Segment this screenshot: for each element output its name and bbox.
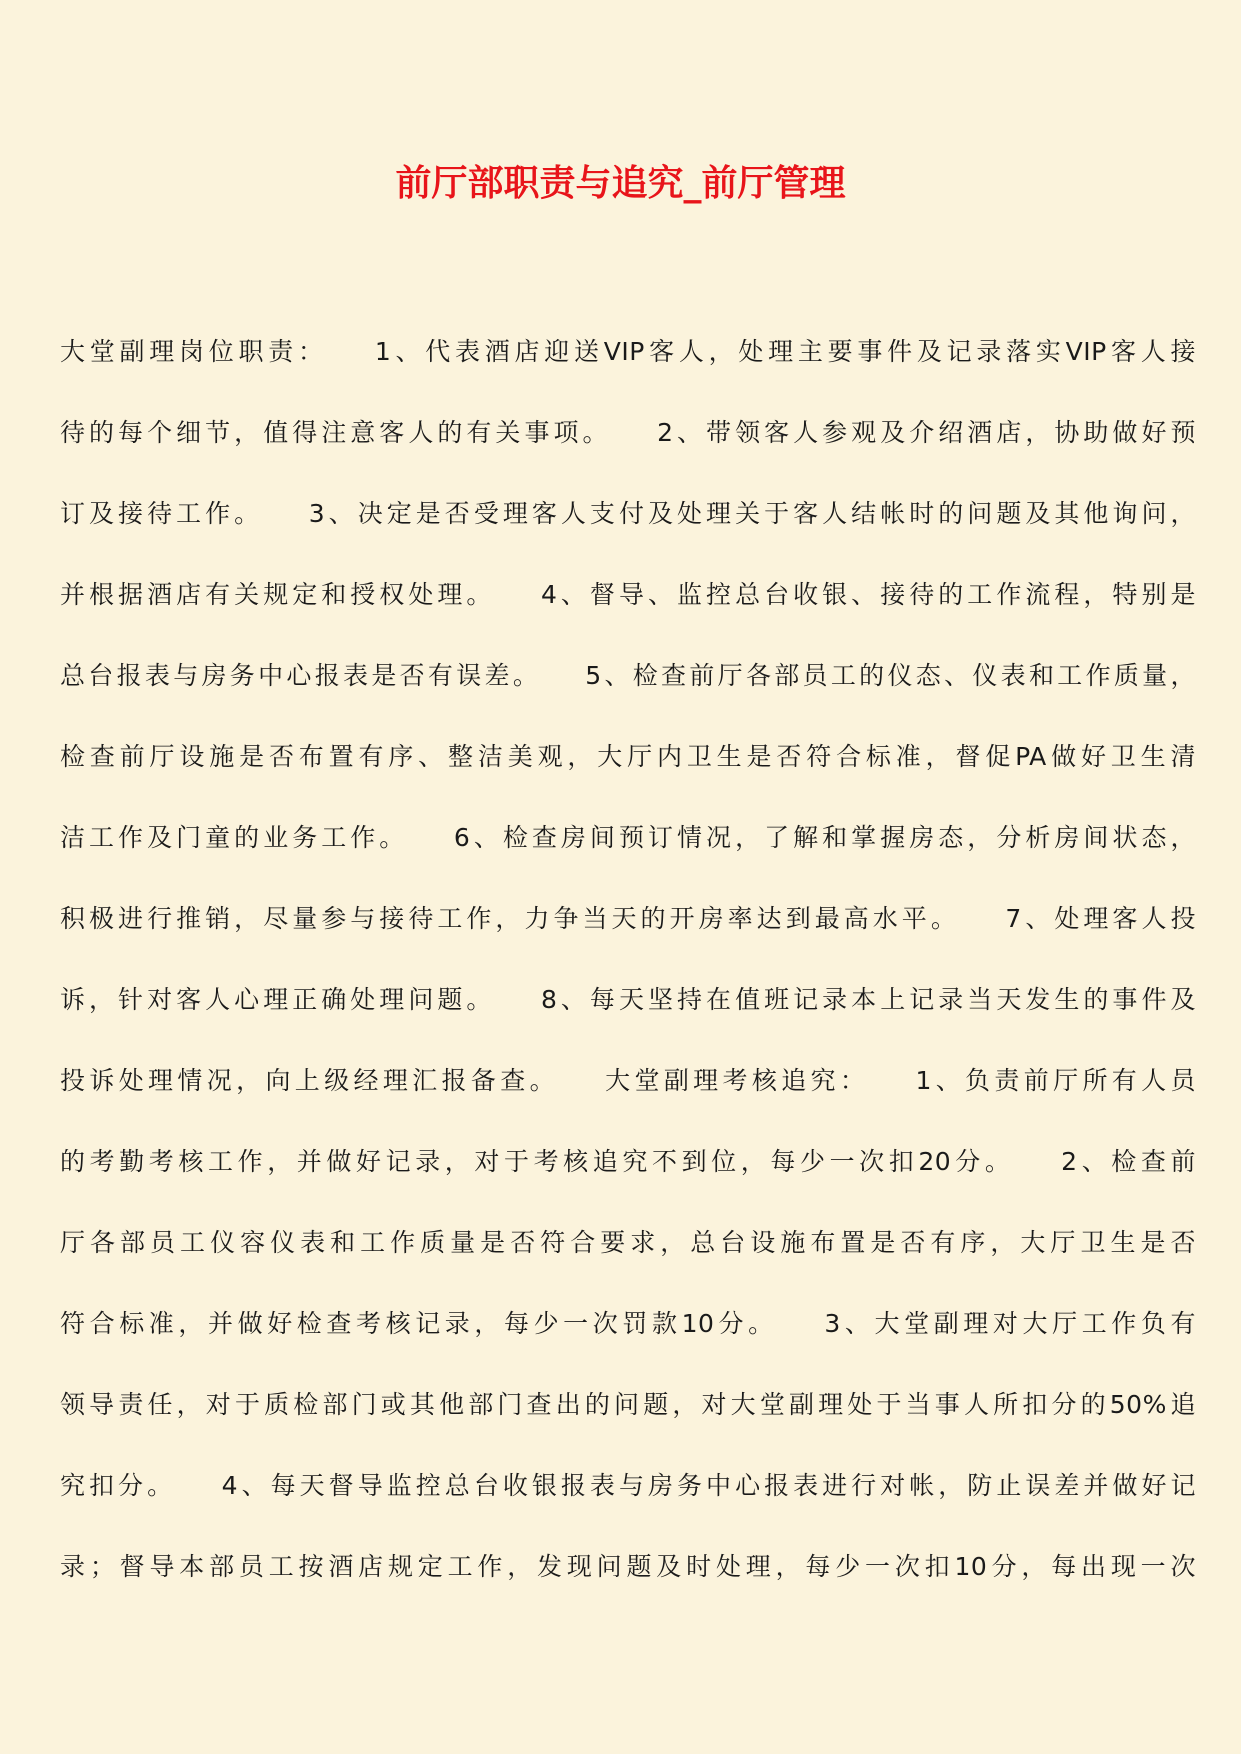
body-line: 符合标准，并做好检查考核记录，每少一次罚款10分。 3、大堂副理对大厅工作负有 [60,1309,1196,1338]
body-line: 洁工作及门童的业务工作。 6、检查房间预订情况，了解和掌握房态，分析房间状态， [60,823,1196,852]
body-line: 并根据酒店有关规定和授权处理。 4、督导、监控总台收银、接待的工作流程，特别是 [60,580,1196,609]
body-line: 总台报表与房务中心报表是否有误差。 5、检查前厅各部员工的仪态、仪表和工作质量， [60,661,1196,690]
body-line: 厅各部员工仪容仪表和工作质量是否符合要求，总台设施布置是否有序，大厅卫生是否 [60,1228,1196,1257]
body-line: 录；督导本部员工按酒店规定工作，发现问题及时处理，每少一次扣10分，每出现一次 [60,1552,1196,1581]
body-line: 领导责任，对于质检部门或其他部门查出的问题，对大堂副理处于当事人所扣分的50%追 [60,1390,1196,1419]
body-line: 诉，针对客人心理正确处理问题。 8、每天坚持在值班记录本上记录当天发生的事件及 [60,985,1196,1014]
body-line: 的考勤考核工作，并做好记录，对于考核追究不到位，每少一次扣20分。 2、检查前 [60,1147,1196,1176]
body-line: 究扣分。 4、每天督导监控总台收银报表与房务中心报表进行对帐，防止误差并做好记 [60,1471,1196,1500]
body-line: 大堂副理岗位职责： 1、代表酒店迎送VIP客人，处理主要事件及记录落实VIP客人接 [60,337,1196,366]
body-line: 订及接待工作。 3、决定是否受理客人支付及处理关于客人结帐时的问题及其他询问， [60,499,1196,528]
body-line: 待的每个细节，值得注意客人的有关事项。 2、带领客人参观及介绍酒店，协助做好预 [60,418,1196,447]
body-line: 检查前厅设施是否布置有序、整洁美观，大厅内卫生是否符合标准，督促PA做好卫生清 [60,742,1196,771]
body-line: 投诉处理情况，向上级经理汇报备查。 大堂副理考核追究： 1、负责前厅所有人员 [60,1066,1196,1095]
document-title: 前厅部职责与追究_前厅管理 [395,162,846,204]
body-line: 积极进行推销，尽量参与接待工作，力争当天的开房率达到最高水平。 7、处理客人投 [60,904,1196,933]
